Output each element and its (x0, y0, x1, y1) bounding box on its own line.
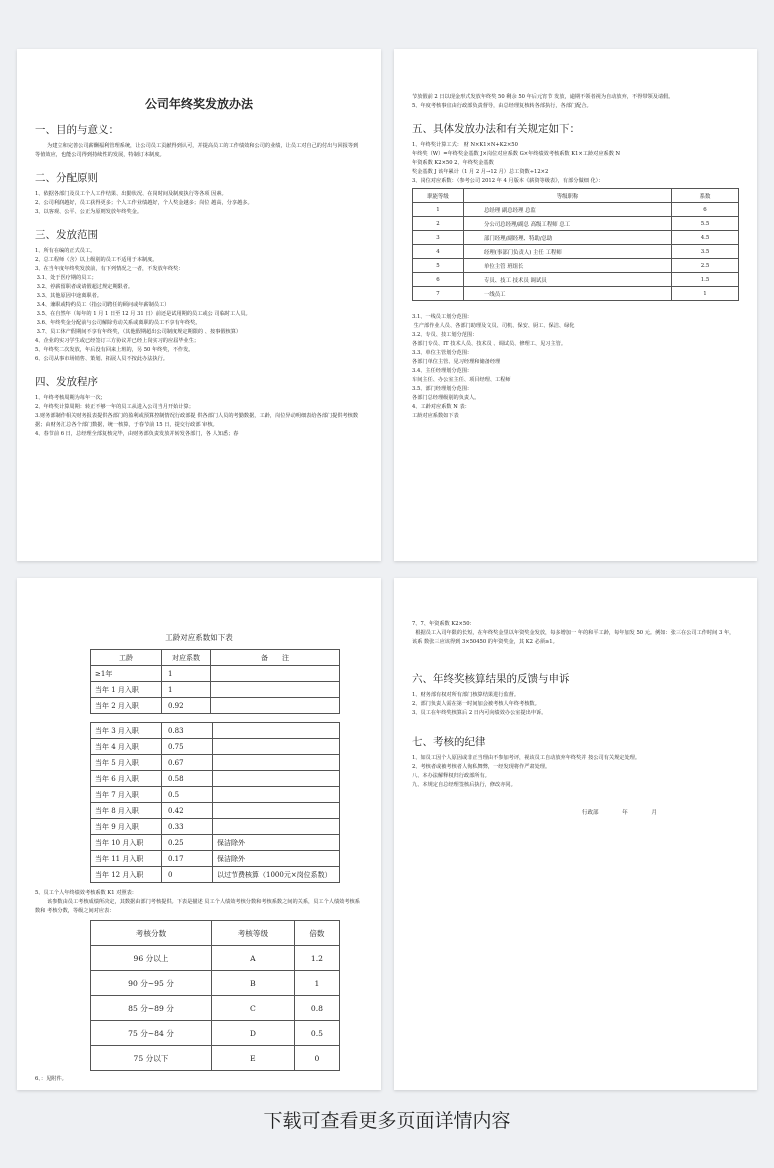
table-cell: 一线员工 (464, 287, 672, 301)
column-header: 备 注 (211, 650, 340, 666)
table-cell: 0 (294, 1046, 339, 1071)
table-header-row (91, 921, 340, 946)
document-page-3 (17, 578, 381, 1090)
text-line: 各部门总经理级别的负责人。 (412, 395, 480, 401)
text-line: 5、年终奖二次发放，年后没有回来上班的，另 50 年终奖，不作发。 (35, 347, 194, 353)
table-row (91, 946, 340, 971)
text-line: 4、工龄对应系数 N 表： (412, 404, 470, 410)
text-line: 奖金基数 J 该年累计（1 月 2 月→12 月）总工资数÷12×2 (412, 169, 549, 175)
text-line: 4、春节前 6 日，总经理全部复核完毕，由财务部负责发放并转发各部门，各 人知悉；春 (35, 431, 239, 437)
download-more-caption: 下载可查看更多页面详情内容 (263, 1110, 511, 1132)
table-cell: 1 (672, 287, 739, 301)
text-line: 5、员工个人年终绩效考核系数 K1 对照表： (35, 890, 137, 896)
table-cell: 专员、技工 技术员 调试员 (464, 273, 672, 287)
table-cell: 0.42 (162, 803, 213, 819)
text-line: 3.3、单位主管划分范围： (412, 350, 473, 356)
table-row (413, 273, 739, 287)
text-line: 年资系数 K2×50 2、年终奖金基数 (412, 160, 494, 166)
table-row (413, 287, 739, 301)
table-row (91, 698, 340, 714)
section-heading-principles: 二、分配原则 (35, 172, 98, 184)
table-row (91, 787, 340, 803)
table-cell (213, 819, 340, 835)
document-title: 公司年终奖发放办法 (144, 97, 253, 111)
table-cell: 当年 1 月入职 (91, 682, 162, 698)
table-cell: 0.67 (162, 755, 213, 771)
section-heading-method: 五、具体发放办法和有关规定如下： (412, 123, 580, 135)
table-row (91, 739, 340, 755)
table-cell: 0.17 (162, 851, 213, 867)
text-line: 5、年度考核事宜由行政部负责督导，由总经理复核转各部执行，各部门配合。 (412, 103, 592, 109)
text-line: 3.7、员工休产假期间不享有年终奖，（其他假期超出公司制度规定期限的 、按事假核算） (35, 329, 242, 335)
text-line: 3、岗位对应系数：（参考公司 2012 年 4 月版本《薪资等级表》，有部分做细 化）： (412, 178, 604, 184)
table-cell: 0.33 (162, 819, 213, 835)
table-cell: ≥1年 (91, 666, 162, 682)
text-line: 3.3、其他原因中途离职者。 (35, 293, 102, 299)
text-line: 3.5、部门经理划分范围： (412, 386, 473, 392)
table-cell: A (211, 946, 294, 971)
table-header-row (413, 189, 739, 203)
table-cell: 保洁除外 (213, 851, 340, 867)
column-header: 对应系数 (162, 650, 211, 666)
table-cell (213, 739, 340, 755)
table-row (413, 231, 739, 245)
text-line: 1、年终考核周期为每年一次； (35, 395, 106, 401)
table-row (91, 851, 340, 867)
table-cell: 部门经理/副经理、特助/总助 (464, 231, 672, 245)
table-row (91, 771, 340, 787)
table-cell: 4 (413, 245, 464, 259)
seniority-coefficient-table (90, 649, 340, 714)
text-line: 节放假前 2 日以现金形式发放年终奖 50 剩余 50 年后元宵节 发放，逾期不领者视为自动放弃，不得带领及请假。 (412, 94, 674, 100)
table-cell (213, 771, 340, 787)
table-cell: 96 分以上 (91, 946, 212, 971)
text-line: 车间主任、办公室主任、项目经理、工程师 (412, 377, 511, 383)
section-heading-purpose: 一、目的与意义： (35, 124, 119, 136)
table-cell: 当年 10 月入职 (91, 835, 162, 851)
table-row (91, 723, 340, 739)
table-cell: 当年 11 月入职 (91, 851, 162, 867)
text-line: 3.4、兼职或特约员工（指公司聘任的顾问或年薪制员工） (35, 302, 170, 308)
table-row (91, 682, 340, 698)
table-cell: 3.5 (672, 245, 739, 259)
table-row (91, 835, 340, 851)
table-cell: 75 分~84 分 (91, 1021, 212, 1046)
table-cell: 1 (162, 666, 211, 682)
table-row (413, 217, 739, 231)
table-cell (213, 723, 340, 739)
text-line: 九、本规定自总经理签核后执行，修改亦同。 (412, 782, 516, 788)
table-caption: 工龄对应系数如下表 (165, 633, 233, 642)
section-body-purpose: 为建立和完善公司薪酬福利管理系统，让公司员工贡献得到认可，并提高员工的工作绩效和公司的业绩，让员工对自己的付出与回报等到等值效应，也能公司得到持续性的发展，特制订本制度。 (35, 143, 359, 158)
table-row (91, 1046, 340, 1071)
section-heading-procedure: 四、发放程序 (35, 376, 98, 388)
section-body-procedure (35, 394, 363, 439)
table-cell: D (211, 1021, 294, 1046)
text-line: 根据员工入司年限的长短，在年终奖金里以年资奖金发放，每多增加一 年的和平工龄，每年加发 50 元。例如：张三在公司工作时间 3 年，该系 数张三应该得到 3×50450 的年资奖金，其 K2 必须≥1。 (412, 630, 735, 645)
column-header: 系数 (672, 189, 739, 203)
seniority-coefficient-table-continued (90, 722, 340, 883)
table-row (413, 203, 739, 217)
table-cell: 当年 2 月入职 (91, 698, 162, 714)
sign-year: 年 (622, 810, 628, 816)
table-row (91, 1021, 340, 1046)
text-line: 年终奖（W）=年终奖金基数 J×岗位对应系数 G×年终绩效考核系数 K1×工龄对应系数 N (412, 151, 621, 157)
table-cell: 保洁除外 (213, 835, 340, 851)
column-header: 倍数 (294, 921, 339, 946)
table-cell: 当年 5 月入职 (91, 755, 162, 771)
column-header: 考核分数 (91, 921, 212, 946)
table-cell: 当年 4 月入职 (91, 739, 162, 755)
table-cell: 分公司总经理/副总 高级工程师 总工 (464, 217, 672, 231)
section-heading-appeal: 六、年终奖核算结果的反馈与申诉 (412, 673, 570, 685)
table-cell: 经理(事部门负责人) 主任 工程师 (464, 245, 672, 259)
table-cell: 5 (413, 259, 464, 273)
table-row (91, 755, 340, 771)
table-row (91, 996, 340, 1021)
text-line: 7、7、年资系数 K2×50： (412, 621, 475, 627)
table-cell: 总经理 副总经理 总监 (464, 203, 672, 217)
text-line: 4、企业的实习学生或已经签订三方协议并已经上岗实习的应届毕业生； (35, 338, 200, 344)
text-line: 2、考核者或被考核者人徇私舞弊，一经发现将作严肃处理。 (412, 764, 551, 770)
table-cell: 当年 8 月入职 (91, 803, 162, 819)
column-header: 考核等级 (211, 921, 294, 946)
table-cell: 当年 3 月入职 (91, 723, 162, 739)
table-cell: 6 (413, 273, 464, 287)
table-cell: 以过节费核算（1000元×岗位系数） (213, 867, 340, 883)
section-body-scope (35, 247, 363, 364)
table-cell: 当年 9 月入职 (91, 819, 162, 835)
table-row (91, 867, 340, 883)
table-cell: 0.92 (162, 698, 211, 714)
text-line: 各部门单位主管、见习经理和储备经理 (412, 359, 501, 365)
text-line: 各部门专员、IT 技术人员、技术员 、调试员、修理工、见习主管。 (412, 341, 567, 347)
text-line: 工龄对应系数如下表 (412, 413, 459, 419)
performance-coefficient-table (90, 920, 340, 1071)
table-cell: 1 (413, 203, 464, 217)
table-cell: 0.5 (162, 787, 213, 803)
table-cell: 1 (294, 971, 339, 996)
table-row (413, 259, 739, 273)
text-line: 3.1、一线员工划分范围： (412, 314, 473, 320)
text-line: 2、部门负责人需在第一时间加会被考核人年终考核数。 (412, 701, 540, 707)
table-cell (211, 698, 340, 714)
table-cell: C (211, 996, 294, 1021)
table-cell: E (211, 1046, 294, 1071)
table-cell: 当年 7 月入职 (91, 787, 162, 803)
table-cell: 6 (672, 203, 739, 217)
table-cell: 1 (162, 682, 211, 698)
text-line: 3.2、专员、技工划分范围： (412, 332, 478, 338)
table-cell: 0.83 (162, 723, 213, 739)
text-line: 3.1、处于医疗期的员工； (35, 275, 97, 281)
document-page-2 (394, 49, 757, 561)
table-cell: 85 分~89 分 (91, 996, 212, 1021)
table-cell: B (211, 971, 294, 996)
table-row (91, 971, 340, 996)
text-line: 3.5、在自然年（每年的 1 月 1 日至 12 月 31 日）前还是试用期的员工或公 司临时工人员。 (35, 311, 251, 317)
text-line: 3.2、停薪留职者或请假超过规定期限者。 (35, 284, 134, 290)
text-line: 3.财务部制作相关财务报表提供各部门的盈利或预算控制情况行政部提 供各部门人员的考勤数据，工龄，岗位异动明细表给各部门提供考核数 据；由财务汇总各个部门数据，统一核算，于春节前 15 日，提交行政部 审核。 (35, 413, 360, 428)
table-cell: 0.25 (162, 835, 213, 851)
column-header: 等级职称 (464, 189, 672, 203)
column-header: 职能等级 (413, 189, 464, 203)
table-cell: 1.5 (672, 273, 739, 287)
text-line: 3、员工在年终奖核算后 2 日内可向绩效办公室提出申诉。 (412, 710, 547, 716)
text-line: 3、以客观、公平、公正为原则发放年终奖金。 (35, 209, 143, 215)
table-cell: 90 分~95 分 (91, 971, 212, 996)
table-cell: 0.5 (294, 1021, 339, 1046)
column-header: 工龄 (91, 650, 162, 666)
text-line: 2、年终奖计算周期：转正不够一年的员工从进入公司当月开始计算； (35, 404, 194, 410)
text-line: 生产部作业人员、各部门助理及文员、司机、保安、厨工、保洁、绿化 (412, 323, 575, 329)
text-line: 八、本办法解释权归行政部所有。 (412, 773, 490, 779)
text-line: 2、总工程师（含）以上级别的员工不适用于本制度。 (35, 257, 158, 263)
table-row (91, 666, 340, 682)
table-cell: 0.75 (162, 739, 213, 755)
position-coefficient-table (412, 188, 739, 301)
text-line: 6、：见附件。 (35, 1076, 67, 1082)
table-cell (211, 682, 340, 698)
text-line: 6、公司从事市场销售、策划、拓展人员不按此办法执行。 (35, 356, 168, 362)
section-body-principles (35, 190, 363, 217)
table-cell: 2.5 (672, 259, 739, 273)
table-cell: 0.8 (294, 996, 339, 1021)
section-heading-scope: 三、发放范围 (35, 229, 98, 241)
text-line: 该参数由员工考核成绩所决定，其数据由部门考核提供。下表是描述 员工个人绩效考核分数和考核系数之间的关系，员工个人绩效考核系数和 考核分数，等级之间对应表： (35, 899, 360, 914)
table-cell: 75 分以下 (91, 1046, 212, 1071)
table-cell (213, 803, 340, 819)
table-cell: 2 (413, 217, 464, 231)
text-line: 1、年终奖计算工式： 财 N×K1×N+K2×50 (412, 142, 518, 148)
table-cell: 0 (162, 867, 213, 883)
text-line: 1、所有在编的正式员工。 (35, 248, 96, 254)
table-cell: 当年 6 月入职 (91, 771, 162, 787)
table-cell: 单位主管 班组长 (464, 259, 672, 273)
text-line: 2、公司利润越好，员工获得更多；个人工作业绩越好，个人奖金越多；岗位 越高，分享越多。 (35, 200, 253, 206)
text-line: 3.4、主任经理划分范围： (412, 368, 473, 374)
text-line: 3、在当年度年终奖发放前，有下列情况之一者，不发放年终奖： (35, 266, 184, 272)
table-cell (213, 787, 340, 803)
table-cell (211, 666, 340, 682)
sign-dept: 行政部 (582, 810, 599, 816)
table-cell: 当年 12 月入职 (91, 867, 162, 883)
text-line: 3.6、年终奖金分配前与公司解除劳动关系或离职的员工不享有年终奖。 (35, 320, 201, 326)
table-cell: 5.5 (672, 217, 739, 231)
table-cell: 0.58 (162, 771, 213, 787)
signature-line (582, 808, 739, 816)
table-row (91, 819, 340, 835)
section-heading-discipline: 七、考核的纪律 (412, 736, 486, 748)
document-page-1 (17, 49, 381, 561)
document-page-4 (394, 578, 757, 1090)
text-line: 1、依据各部门及员工个人工作结果、出勤状况、在岗时间及制度执行等各项 因素。 (35, 191, 227, 197)
table-cell: 1.2 (294, 946, 339, 971)
table-cell: 4.5 (672, 231, 739, 245)
text-line: 1、财务部有权对所有部门核算结果进行监督。 (412, 692, 520, 698)
table-cell: 7 (413, 287, 464, 301)
sign-month: 月 (651, 810, 658, 816)
text-line: 1、如员工因个人原因或非正当理由不参加考评，视该员工自动放弃年终奖并 按公司有关规定处理。 (412, 755, 641, 761)
table-header-row (91, 650, 340, 666)
table-row (91, 803, 340, 819)
table-row (413, 245, 739, 259)
table-cell (213, 755, 340, 771)
table-cell: 3 (413, 231, 464, 245)
